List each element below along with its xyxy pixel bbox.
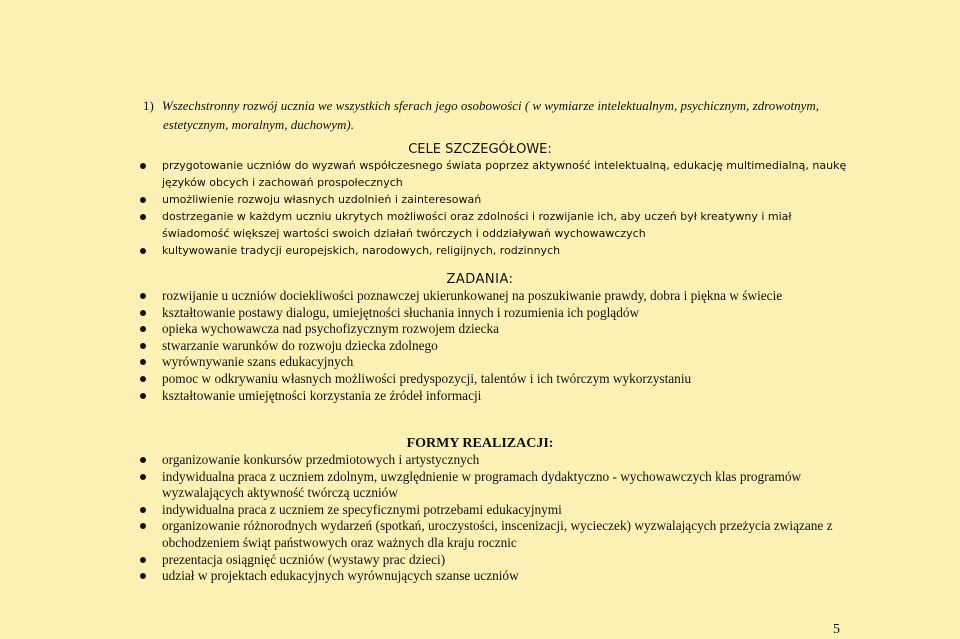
bullet-icon — [140, 310, 146, 316]
zadania-title: ZADANIA: — [446, 272, 514, 287]
list-item — [0, 321, 960, 338]
list-item — [0, 157, 960, 191]
list-item-text: umożliwienie rozwoju własnych uzdolnień i zainteresowań — [162, 193, 482, 206]
goal-heading — [143, 96, 843, 134]
list-item — [0, 191, 960, 208]
goal-text: Wszechstronny rozwój ucznia we wszystkich sferach jego osobowości ( w wymiarze intelektualnym, psychicznym, zdrowotnym, — [161, 98, 819, 113]
bullet-icon — [140, 343, 146, 349]
bullet-icon — [140, 163, 146, 169]
list-item — [0, 242, 960, 259]
list-item-text: wyrównywanie szans edukacyjnych — [162, 354, 354, 370]
list-item — [0, 371, 960, 388]
list-item-text: prezentacja osiągnięć uczniów (wystawy prac dzieci) — [162, 551, 446, 567]
bullet-icon — [140, 214, 146, 220]
cele-title: CELE SZCZEGÓŁOWE: — [408, 142, 552, 157]
list-item — [0, 502, 960, 519]
formy-title: FORMY REALIZACJI: — [406, 436, 554, 451]
list-item — [0, 552, 960, 569]
list-item — [0, 354, 960, 371]
list-item-text: przygotowanie uczniów do wyzwań współczesnego świata poprzez aktywność intelektualną, edukację multimedialną, naukę języków obcych i zachowań prospołecznych — [162, 159, 847, 189]
bullet-icon — [140, 293, 146, 299]
bullet-icon — [140, 393, 146, 399]
list-item — [0, 452, 960, 469]
goal-text-continuation: estetycznym, moralnym, duchowym). — [163, 117, 354, 132]
bullet-icon — [140, 507, 146, 513]
list-item — [0, 518, 960, 551]
zadania-list — [0, 288, 960, 404]
list-item-text: udział w projektach edukacyjnych wyrównujących szanse uczniów — [162, 568, 519, 584]
list-item-text: indywidualna praca z uczniem zdolnym, uwzględnienie w programach dydaktyczno - wychowawczych klas programów wyzwalających aktywność twórczą uczniów — [162, 468, 802, 501]
bullet-icon — [140, 197, 146, 203]
bullet-icon — [140, 474, 146, 480]
formy-list — [0, 452, 960, 585]
bullet-icon — [140, 248, 146, 254]
bullet-icon — [140, 523, 146, 529]
list-item — [0, 388, 960, 405]
list-item-text: opieka wychowawcza nad psychofizycznym rozwojem dziecka — [162, 321, 500, 337]
bullet-icon — [140, 573, 146, 579]
list-item — [0, 288, 960, 305]
list-item-text: pomoc w odkrywaniu własnych możliwości predyspozycji, talentów i ich twórczym wykorzystaniu — [162, 370, 692, 386]
list-item-text: indywidualna praca z uczniem ze specyficznymi potrzebami edukacyjnymi — [162, 501, 562, 517]
bullet-icon — [140, 457, 146, 463]
page-number: 5 — [833, 622, 840, 637]
list-item — [0, 305, 960, 322]
list-item-text: kształtowanie postawy dialogu, umiejętności słuchania innych i rozumienia ich poglądów — [162, 304, 640, 320]
cele-list — [0, 157, 960, 259]
list-item — [0, 208, 960, 242]
list-item-text: organizowanie konkursów przedmiotowych i artystycznych — [162, 452, 480, 467]
list-item-text: kształtowanie umiejętności korzystania ze źródeł informacji — [162, 387, 482, 403]
list-item-text: rozwijanie u uczniów dociekliwości poznawczej ukierunkowanej na poszukiwanie prawdy, dobra i piękna w świecie — [162, 288, 783, 303]
bullet-icon — [140, 376, 146, 382]
list-item-text: kultywowanie tradycji europejskich, narodowych, religijnych, rodzinnych — [162, 244, 561, 257]
list-item-text: organizowanie różnorodnych wydarzeń (spotkań, uroczystości, inscenizacji, wycieczek) wyzwalających przeżycia związane z obchodzeniem świąt państwowych oraz ważnych dla kraju rocznic — [162, 518, 833, 550]
list-item-text: dostrzeganie w każdym uczniu ukrytych możliwości oraz zdolności i rozwijanie ich, aby uczeń był kreatywny i miał świadomość większej wartości swoich działań twórczych i oddziaływań wychowawczych — [162, 210, 792, 240]
bullet-icon — [140, 557, 146, 563]
goal-number: 1) — [143, 98, 154, 113]
list-item — [0, 338, 960, 355]
bullet-icon — [140, 326, 146, 332]
list-item — [0, 568, 960, 585]
bullet-icon — [140, 359, 146, 365]
list-item-text: stwarzanie warunków do rozwoju dziecka zdolnego — [162, 337, 438, 353]
list-item — [0, 469, 960, 502]
